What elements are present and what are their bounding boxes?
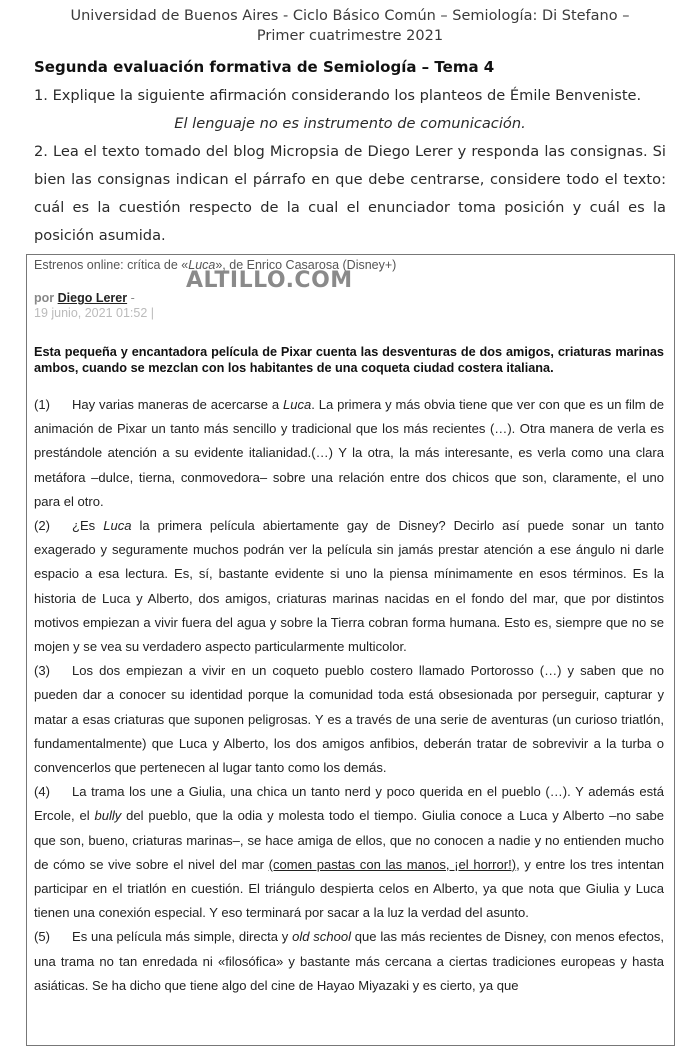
- paragraph-4: [34, 780, 664, 925]
- question-2: 2. Lea el texto tomado del blog Micropsia de Diego Lerer y responda las consignas. Si bien las consignas indican el párrafo en que debe centrarse, considere todo el texto: cuál es la cuestión respecto de la cual el enunciador toma posición y cuál es la posición asumida.: [34, 143, 666, 244]
- watermark: ALTILLO.COM: [186, 268, 353, 293]
- breadcrumb-text: Estrenos online: crítica de «: [34, 258, 189, 272]
- paragraph-number: (4): [34, 784, 50, 800]
- paragraph-text: . La primera y más obvia tiene que ver con que es un film de animación de Pixar un tanto más sencillo y tradicional que los más recientes (…). Otra manera de verla es prestándole atención a su evidente italianidad.(…) Y la otra, la más interesante, es verla como una clara metáfora –dulce, tierna, conmovedora– sobre una relación entre dos chicos que son, claramente, el uno para el otro.: [34, 397, 664, 509]
- post-date: 19 junio, 2021 01:52 |: [34, 306, 155, 320]
- italic-text: bully: [94, 808, 122, 824]
- author-suffix: -: [127, 291, 135, 305]
- course-header-line2: Primer cuatrimestre 2021: [256, 28, 444, 44]
- paragraph-text: La trama los une a Giulia, una chica un tanto nerd y poco querida en el pueblo (…). Y además está Ercole, el: [34, 784, 664, 824]
- italic-text: Luca: [282, 397, 312, 412]
- paragraph-5: [34, 925, 664, 998]
- italic-text: old school: [292, 929, 351, 945]
- exam-title: Segunda evaluación formativa de Semiología – Tema 4: [34, 58, 495, 76]
- breadcrumb-text-end: », de Enrico Casarosa (Disney+): [215, 258, 397, 272]
- paragraph-number: (3): [34, 663, 50, 679]
- paragraph-number: (1): [34, 397, 50, 412]
- course-header-line1: Universidad de Buenos Aires - Ciclo Básico Común – Semiología: Di Stefano –: [70, 8, 630, 24]
- question-1: 1. Explique la siguiente afirmación considerando los planteos de Émile Benveniste.: [34, 87, 642, 104]
- paragraph-text: del pueblo, que la odia y molesta todo el tiempo. Giulia conoce a Luca y Alberto –no sabe que son, bueno, criaturas marinas–, se hace amiga de ellos, que no conocen a nadie y no entienden mucho de cómo se vive sobre el nivel del mar: [34, 808, 664, 872]
- breadcrumb-film-title: Luca: [188, 258, 216, 272]
- paragraph-2: [34, 514, 664, 659]
- paragraph-number: (5): [34, 929, 50, 945]
- paragraph-text: Hay varias maneras de acercarse a: [72, 397, 283, 412]
- paragraph-text: la primera película abiertamente gay de Disney? Decirlo así puede sonar un tanto exagerado y seguramente muchos podrán ver la película sin jamás prestar atención a ese ángulo ni darle espacio a esa lectura. Es, sí, bastante evidente si uno la piensa mínimamente en esos términos. Es la historia de Luca y Alberto, dos amigos, criaturas marinas nacidas en el fondo del mar, que por distintos motivos empiezan a vivir fuera del agua y sobre la Tierra cobran forma humana. Esto es, siempre que no se mojen y se vea su verdadero aspecto particularmente multicolor.: [34, 518, 664, 655]
- paragraph-3: [34, 659, 664, 780]
- article-body: [34, 393, 664, 998]
- author-line: [34, 291, 664, 305]
- author-link[interactable]: Diego Lerer: [57, 291, 128, 305]
- paragraph-text: Los dos empiezan a vivir en un coqueto pueblo costero llamado Portorosso (…) y saben que no pueden dar a conocer su identidad porque la comunidad toda está obsesionada por perseguir, capturar y matar a esas criaturas que suponen peligrosas. Y es a través de una serie de aventuras (un curioso triatlón, fundamentalmente) que Luca y Alberto, los dos amigos anfibios, deberán tratar de sobrevivir a la turba o convencerlos que pertenecen al lugar tanto como los demás.: [34, 663, 664, 776]
- course-header: [20, 6, 680, 46]
- question-1-quote: El lenguaje no es instrumento de comunicación.: [174, 115, 526, 132]
- paragraph-text: Es una película más simple, directa y: [72, 929, 293, 945]
- italic-text: Luca: [103, 518, 132, 534]
- author-prefix: por: [34, 291, 55, 305]
- underlined-text: (comen pastas con las manos, ¡el horror!): [268, 856, 517, 872]
- article-lead: Esta pequeña y encantadora película de Pixar cuenta las desventuras de dos amigos, criaturas marinas ambos, cuando se mezclan con los habitantes de una coqueta ciudad costera italiana.: [34, 345, 664, 375]
- paragraph-1: [34, 393, 664, 514]
- paragraph-text: que las más recientes de Disney, con menos efectos, una trama no tan enredada ni «filosófica» y bastante más cercana a ciertas tradiciones europeas y hasta asiáticas. Se ha dicho que tiene algo del cine de Hayao Miyazaki y es cierto, ya que: [34, 929, 664, 993]
- paragraph-number: (2): [34, 518, 50, 534]
- paragraph-text: , y entre los tres intentan participar en el triatlón en cuestión. El triángulo despierta celos en Alberto, ya que nota que Giulia y Luca tienen una conexión especial. Y eso terminará por sacar a la luz la verdad del asunto.: [34, 856, 665, 921]
- paragraph-text: ¿Es: [72, 518, 104, 534]
